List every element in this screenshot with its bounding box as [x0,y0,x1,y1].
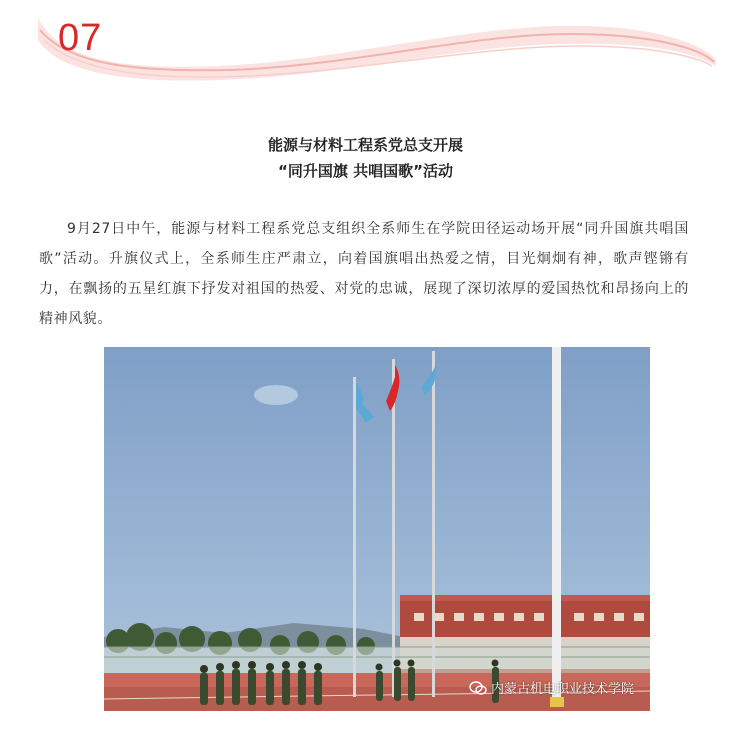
flag-raising-photo-illustration [104,347,650,711]
section-number: 07 [58,17,103,59]
photo-watermark [469,678,634,697]
article-title-line-2: “同升国旗 共唱国歌”活动 [278,162,453,180]
watermark-text: 内蒙古机电职业技术学院 [490,682,634,697]
wechat-icon [469,681,487,695]
flag-raising-photo [104,347,650,711]
section-banner [0,0,731,100]
article-title [0,132,731,184]
article-title-line-1: 能源与材料工程系党总支开展 [267,136,463,154]
article-paragraph: 9月27日中午，能源与材料工程系党总支组织全系师生在学院田径运动场开展“同升国旗共唱国歌”活动。升旗仪式上，全系师生庄严肃立，向着国旗唱出热爱之情，目光炯炯有神，歌声铿锵有力，在飘扬的五星红旗下抒发对祖国的热爱、对党的忠诚，展现了深切浓厚的爱国热忱和昂扬向上的精神风貌。 [39,221,689,327]
banner-wave-decoration [0,0,731,100]
